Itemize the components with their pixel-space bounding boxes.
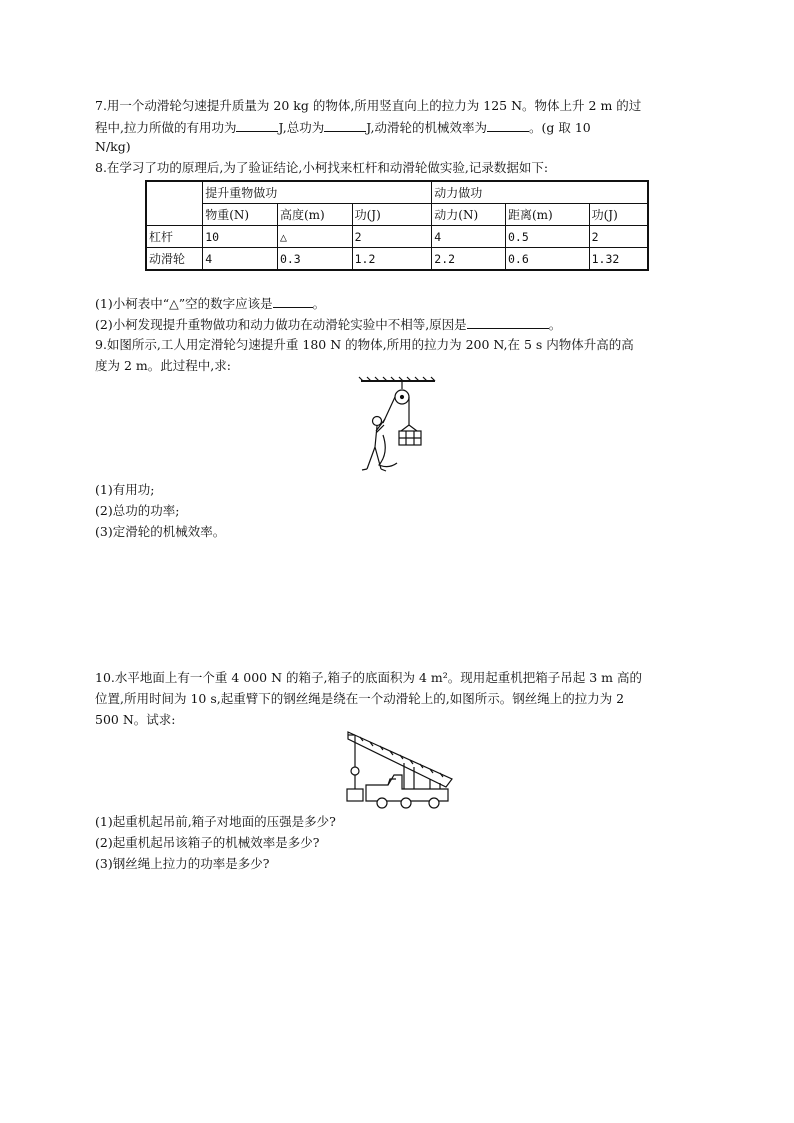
table-col-header: 动力(N) (432, 204, 506, 226)
q10-sub-1: (1)起重机起吊前,箱子对地面的压强是多少? (95, 814, 336, 829)
table-row-label: 动滑轮 (146, 248, 203, 271)
table-col-header: 物重(N) (203, 204, 278, 226)
q8-blank-reason[interactable] (467, 316, 549, 329)
q7-line-2c: J,动滑轮的机械效率为 (366, 120, 488, 135)
q7-blank-total-work[interactable] (324, 119, 366, 132)
q8-sub-1 (95, 295, 325, 312)
table-col-header: 功(J) (589, 204, 648, 226)
q7-line-2 (95, 119, 591, 136)
table-row (146, 226, 648, 248)
table-row (146, 248, 648, 271)
table-col-header: 距离(m) (505, 204, 589, 226)
q8-sub-1a: (1)小柯表中“△”空的数字应该是 (95, 296, 273, 311)
table-cell: 0.5 (505, 226, 589, 248)
q8-blank-triangle-value[interactable] (273, 295, 313, 308)
q7-line-2a: 程中,拉力所做的有用功为 (95, 120, 237, 135)
worker-fixed-pulley-figure (355, 375, 440, 477)
q9-sub-3: (3)定滑轮的机械效率。 (95, 524, 226, 539)
q7-line-2b: J,总功为 (278, 120, 325, 135)
q7-line-2d: 。(g 取 10 (529, 120, 591, 135)
table-cell: 4 (432, 226, 506, 248)
q8-intro: 8.在学习了功的原理后,为了验证结论,小柯找来杠杆和动滑轮做实验,记录数据如下: (95, 160, 549, 175)
q7-blank-useful-work[interactable] (236, 119, 278, 132)
table-cell: △ (277, 226, 352, 248)
table-group-header-effort: 动力做功 (432, 181, 648, 204)
table-cell: 2 (589, 226, 648, 248)
q7-line-1: 7.用一个动滑轮匀速提升质量为 20 kg 的物体,所用竖直向上的拉力为 125 N。物体上升 2 m 的过 (95, 98, 642, 113)
q8-data-table (145, 180, 649, 271)
table-cell: 0.3 (277, 248, 352, 271)
table-row-label: 杠杆 (146, 226, 203, 248)
q8-sub-2a: (2)小柯发现提升重物做功和动力做功在动滑轮实验中不相等,原因是 (95, 317, 467, 332)
q7-blank-efficiency[interactable] (487, 119, 529, 132)
q10-line-1: 10.水平地面上有一个重 4 000 N 的箱子,箱子的底面积为 4 m²。现用起重机把箱子吊起 3 m 高的 (95, 670, 642, 685)
table-group-header-lift: 提升重物做功 (203, 181, 432, 204)
q7-line-3: N/kg) (95, 139, 131, 154)
q8-sub-2b: 。 (548, 317, 562, 332)
q8-sub-2 (95, 316, 561, 333)
q10-sub-3: (3)钢丝绳上拉力的功率是多少? (95, 856, 270, 871)
q10-line-2: 位置,所用时间为 10 s,起重臂下的钢丝绳是绕在一个动滑轮上的,如图所示。钢丝绳上的拉力为 2 (95, 691, 625, 706)
table-cell: 0.6 (505, 248, 589, 271)
table-cell: 1.32 (589, 248, 648, 271)
crane-lifting-box-figure (340, 727, 455, 809)
table-cell: 4 (203, 248, 278, 271)
q8-sub-1b: 。 (312, 296, 326, 311)
q10-sub-2: (2)起重机起吊该箱子的机械效率是多少? (95, 835, 320, 850)
q9-sub-2: (2)总功的功率; (95, 503, 180, 518)
table-cell: 1.2 (352, 248, 432, 271)
table-col-header: 功(J) (352, 204, 432, 226)
table-cell: 10 (203, 226, 278, 248)
q10-line-3: 500 N。试求: (95, 712, 176, 727)
q9-line-2: 度为 2 m。此过程中,求: (95, 358, 231, 373)
q9-sub-1: (1)有用功; (95, 482, 155, 497)
q9-line-1: 9.如图所示,工人用定滑轮匀速提升重 180 N 的物体,所用的拉力为 200 N,在 5 s 内物体升高的高 (95, 337, 634, 352)
table-cell: 2 (352, 226, 432, 248)
table-cell: 2.2 (432, 248, 506, 271)
table-corner-cell (146, 181, 203, 226)
table-col-header: 高度(m) (277, 204, 352, 226)
